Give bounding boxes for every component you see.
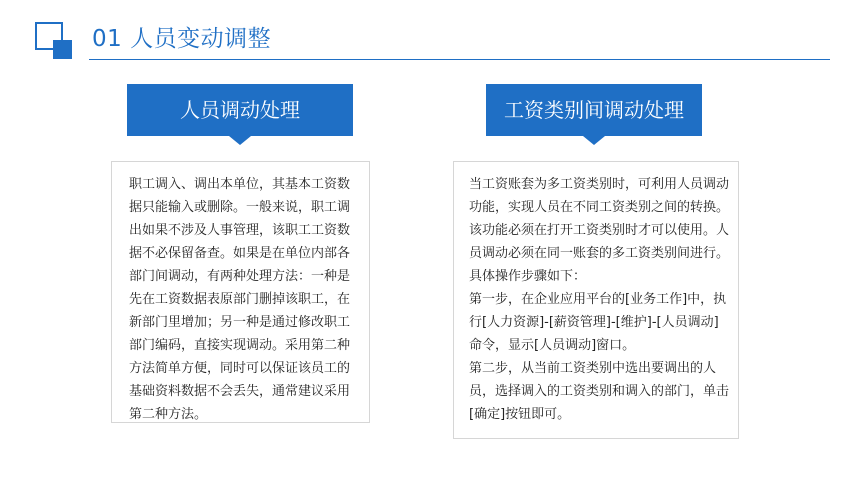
paragraph: 当工资账套为多工资类别时，可利用人员调动功能，实现人员在不同工资类别之间的转换。该功能必须在打开工资类别时才可以使用。人员调动必须在同一账套的多工资类别间进行。具体操作步骤如下： — [469, 177, 730, 284]
paragraph: 第一步，在企业应用平台的[业务工作]中，执行[人力资源]-[薪资管理]-[维护]-[人员调动]命令，显示[人员调动]窗口。 — [469, 292, 727, 353]
logo-filled-square — [53, 40, 72, 59]
page-title: 01 人员变动调整 — [92, 26, 272, 52]
section-banner-salary-category-transfer: 工资类别间调动处理 — [486, 84, 702, 136]
title-logo-icon — [35, 22, 75, 62]
paragraph: 第二步，从当前工资类别中选出要调出的人员，选择调入的工资类别和调入的部门，单击[确定]按钮即可。 — [469, 361, 730, 422]
paragraph: 职工调入、调出本单位，其基本工资数据只能输入或删除。一般来说，职工调出如果不涉及人事管理，该职工工资数据不必保留备查。如果是在单位内部各部门间调动，有两种处理方法：一种是先在工资数据表原部门删掉该职工，在新部门里增加；另一种是通过修改职工部门编码，直接实现调动。采用第二种方法简单方便，同时可以保证该员工的基础资料数据不会丢失，通常建议采用第二种方法。 — [129, 177, 351, 422]
title-divider — [89, 59, 830, 60]
section-banner-personnel-transfer: 人员调动处理 — [127, 84, 353, 136]
text-panel-salary-category-transfer — [453, 161, 739, 439]
text-panel-personnel-transfer — [111, 161, 370, 423]
